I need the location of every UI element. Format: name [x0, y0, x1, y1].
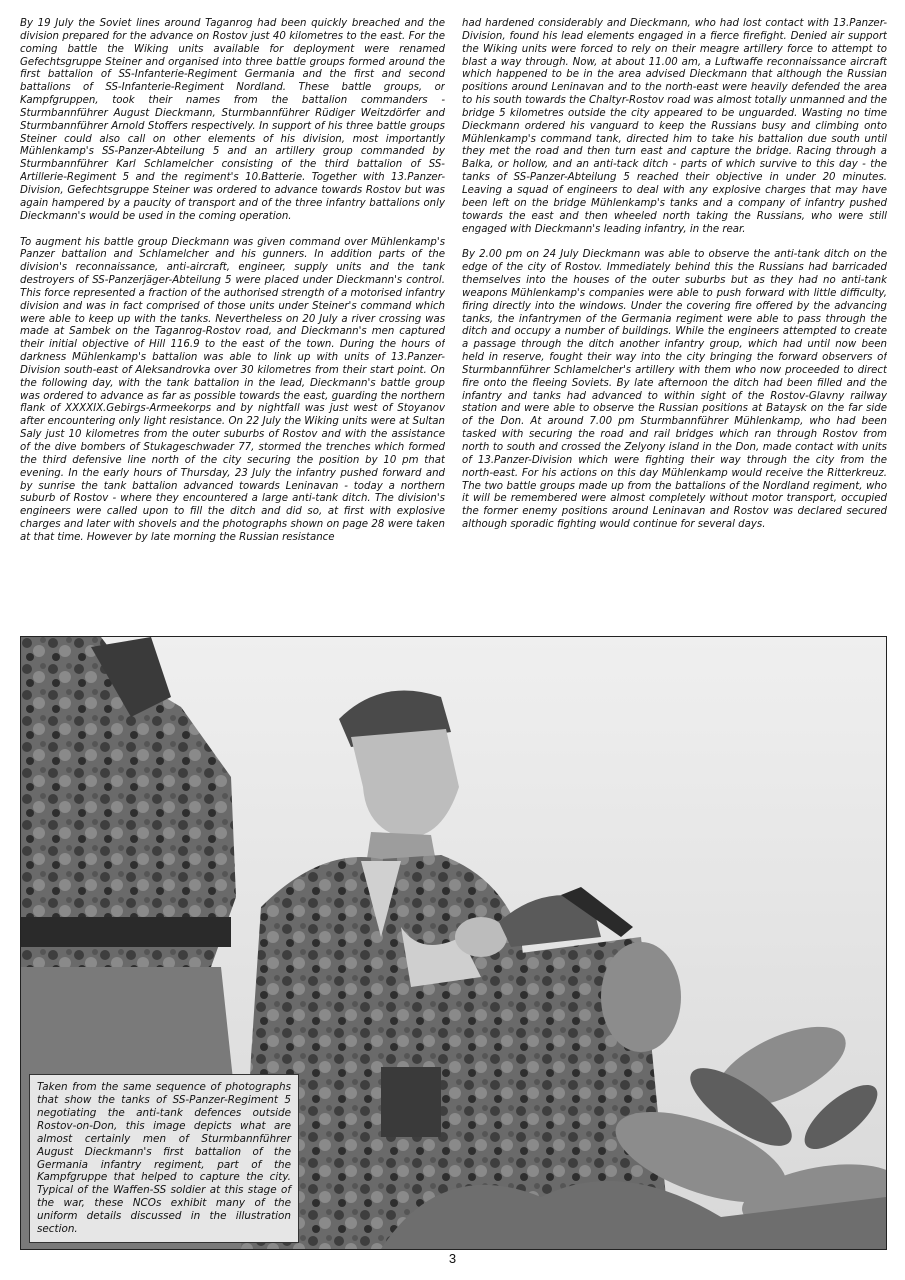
paragraph: had hardened considerably and Dieckmann, who had lost contact with 13.Panzer-Division, found his lead elements engaged in a fierce firefight. Denied air support the Wiking units were forced to rely on their meagre artillery force to attempt to blast a way through. Now, at about 11.00 am, a Luftwaffe reconnaissance aircraft which happened to be in the area advised Dieckmann that although the Russian positions around Leninavan and to the north-east were heavily defended the area to his south towards the Chaltyr-Rostov road was almost totally unmanned and the bridge 5 kilometres outside the city appeared to be unguarded. Wasting no time Dieckmann ordered his vanguard to keep the Russians busy and climbing onto Mühlenkamp's command tank, directed him to take his battalion due south until they met the road and then turn east and capture the bridge. Racing through a Balka, or hollow, and an anti-tack ditch - parts of which survive to this day - the tanks of SS-Panzer-Abteilung 5 reached their objective in under 20 minutes. Leaving a squad of engineers to deal with any explosive charges that may have been left on the bridge Mühlenkamp's tanks and a company of infantry pushed towards the east and then wheeled north taking the Russians, who were still engaged with Dieckmann's leading infantry, in the rear. — [462, 18, 887, 235]
paragraph: By 2.00 pm on 24 July Dieckmann was able to observe the anti-tank ditch on the edge of the city of Rostov. Immediately behind this the Russians had barricaded themselves into the houses of the outer suburbs but as they had no anti-tank weapons Mühlenkamp's companies were able to push forward with little difficulty, firing directly into the windows. Under the covering fire offered by the advancing tanks, the infantrymen of the Germania regiment were able to pass through the ditch and occupy a number of buildings. While the engineers attempted to create a passage through the ditch another infantry group, which had until now been held in reserve, fought their way into the city bringing the forward observers of Sturmbannführer Schlamelcher's artillery with them who now proceeded to direct fire onto the fleeing Soviets. By late afternoon the ditch had been filled and the infantry and tanks had advanced to within sight of the Rostov-Glavny railway station and were able to observe the Russian positions at Bataysk on the far side of the Don. At around 7.00 pm Sturmbannführer Mühlenkamp, who had been tasked with securing the road and rail bridges which ran through Rostov from north to south and crossed the Zelyony island in the Don, made contact with units of 13.Panzer-Division which were fighting their way through the city from the north-east. For his actions on this day Mühlenkamp would receive the Ritterkreuz. The two battle groups made up from the battalions of the Nordland regiment, who it will be remembered were almost completely without motor transport, occupied the former enemy positions around Leninavan and Rostov was declared secured although sporadic fighting would continue for several days. — [462, 249, 887, 531]
paragraph: By 19 July the Soviet lines around Taganrog had been quickly breached and the division prepared for the advance on Rostov just 40 kilometres to the east. For the coming battle the Wiking units available for deployment were renamed Gefechtsgruppe Steiner and organised into three battle groups formed around the first battalion of SS-Infanterie-Regiment Germania and the first and second battalions of SS-Infanterie-Regiment Nordland. These battle groups, or Kampfgruppen, took their names from the battalion commanders - Sturmbannführer August Dieckmann, Sturmbannführer Rüdiger Weitzdörfer and Sturmbannführer Arnold Stoffers respectively. In support of his three battle groups Steiner could also call on other elements of his division, most importantly Mühlenkamp's SS-Panzer-Abteilung 5 and an artillery group commanded by Sturmbannführer Karl Schlamelcher consisting of the third battalion of SS-Artillerie-Regiment 5 and the regiment's 10.Batterie. Together with 13.Panzer-Division, Gefechtsgruppe Steiner was ordered to advance towards Rostov but was again hampered by a paucity of transport and of the three infantry battalions only Dieckmann's would be used in the coming operation. — [20, 18, 445, 222]
page-number: 3 — [448, 1251, 457, 1266]
paragraph: To augment his battle group Dieckmann was given command over Mühlenkamp's Panzer battalion and Schlamelcher and his gunners. In addition parts of the division's reconnaissance, anti-aircraft, engineer, supply units and the tank destroyers of SS-Panzerjäger-Abteilung 5 were placed under Dieckmann's control. This force represented a fraction of the authorised strength of a motorised infantry division and was in fact comprised of those units under Steiner's command which were able to keep up with the tanks. Nevertheless on 20 July a river crossing was made at Sambek on the Taganrog-Rostov road, and Dieckmann's men captured their initial objective of Hill 116.9 to the east of the town. During the hours of darkness Mühlenkamp's battalion was able to link up with units of 13.Panzer-Division south-east of Aleksandrovka over 30 kilometres from their start point. On the following day, with the tank battalion in the lead, Dieckmann's battle group was ordered to advance as far as possible towards the east, guarding the northern flank of XXXXIX.Gebirgs-Armeekorps and by nightfall was just west of Stoyanov after encountering only light resistance. On 22 July the Wiking units were at Sultan Saly just 10 kilometres from the outer suburbs of Rostov and with the assistance of the dive bombers of Stukageschwader 77, stormed the trenches which formed the third defensive line north of the city securing the position by 10 pm that evening. In the early hours of Thursday, 23 July the infantry pushed forward and by sunrise the tank battalion advanced towards Leninavan - today a northern suburb of Rostov - where they encountered a large anti-tank ditch. The division's engineers were called upon to fill the ditch and did so, at first with explosive charges and later with shovels and the photographs shown on page 28 were taken at that time. However by late morning the Russian resistance — [20, 236, 445, 543]
article-columns — [20, 18, 887, 633]
right-column — [462, 18, 887, 633]
photo-caption: Taken from the same sequence of photographs that show the tanks of SS-Panzer-Regiment 5 negotiating the anti-tank defences outside Rostov-on-Don, this image depicts what are almost certainly men of Sturmbannführer August Dieckmann's first battalion of the Germania infantry regiment, part of the Kampfgruppe that helped to capture the city. Typical of the Waffen-SS soldier at this stage of the war, these NCOs exhibit many of the uniform details discussed in the illustration section. — [29, 1074, 299, 1243]
soldiers-photograph — [20, 636, 887, 1250]
left-column — [20, 18, 445, 633]
